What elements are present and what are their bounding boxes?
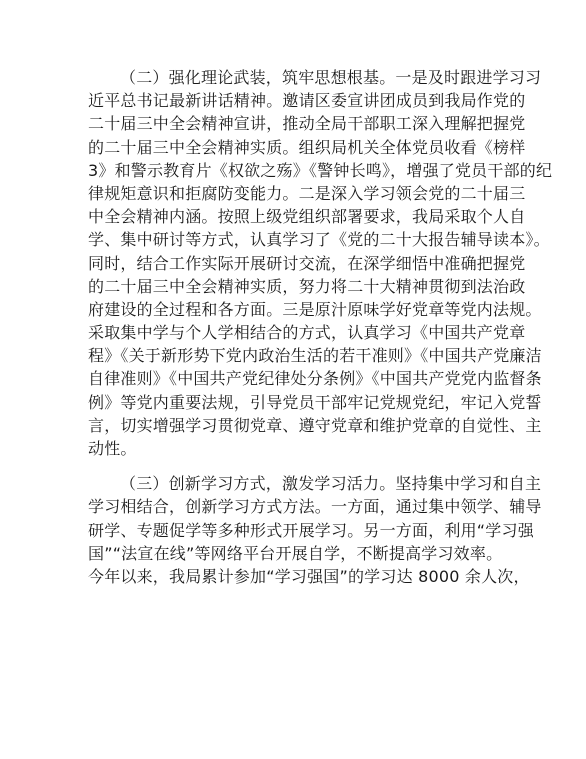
paragraph	[88, 66, 553, 460]
text-line: 二十届三中全会精神宣讲，推动全局干部职工深入理解把握党	[88, 114, 526, 134]
text-line: 例》等党内重要法规，引导党员干部牢记党规党纪，牢记入党誓	[88, 392, 542, 412]
text-line: 3》和警示教育片《权欲之殇》《警钟长鸣》，增强了党员干部的纪	[88, 160, 553, 180]
text-line: 的二十届三中全会精神实质。组织局机关全体党员收看《榜样	[88, 137, 526, 157]
text-line: 学、集中研讨等方式，认真学习了《党的二十大报告辅导读本》。	[88, 230, 550, 250]
text-line: 研学、专题促学等多种形式开展学习。另一方面，利用“学习强	[88, 520, 534, 540]
text-line: （三）创新学习方式，激发学习活力。坚持集中学习和自主	[120, 474, 542, 494]
text-line: 同时，结合工作实际开展研讨交流，在深学细悟中准确把握党	[88, 253, 526, 273]
text-line: 动性。	[88, 439, 137, 458]
text-line: （二）强化理论武装，筑牢思想根基。一是及时跟进学习习	[120, 68, 542, 87]
text-line: 近平总书记最新讲话精神。邀请区委宣讲团成员到我局作党的	[88, 91, 526, 111]
text-line: 学习相结合，创新学习方式方法。一方面，通过集中领学、辅导	[88, 497, 542, 517]
text-line: 中全会精神内涵。按照上级党组织部署要求，我局采取个人自	[88, 207, 526, 227]
text-line: 自律准则》《中国共产党纪律处分条例》《中国共产党党内监督条	[88, 369, 542, 389]
text-line: 府建设的全过程和各方面。三是原汁原味学好党章等党内法规。	[88, 299, 542, 319]
text-line: 今年以来，我局累计参加“学习强国”的学习达 8000 余人次，	[88, 566, 530, 586]
text-line: 律规矩意识和拒腐防变能力。二是深入学习领会党的二十届三	[88, 183, 526, 203]
text-line: 的二十届三中全会精神实质，努力将二十大精神贯彻到法治政	[88, 276, 526, 296]
text-line: 言，切实增强学习贯彻党章、遵守党章和维护党章的自觉性、主	[88, 415, 542, 435]
text-line: 程》《关于新形势下党内政治生活的若干准则》《中国共产党廉洁	[88, 346, 542, 366]
paragraph	[88, 472, 542, 588]
paragraph-spacer	[88, 460, 504, 472]
document-body	[88, 66, 553, 588]
text-line: 国”“法宣在线”等网络平台开展自学，不断提高学习效率。	[88, 543, 503, 563]
text-line: 采取集中学与个人学相结合的方式，认真学习《中国共产党章	[88, 323, 526, 343]
